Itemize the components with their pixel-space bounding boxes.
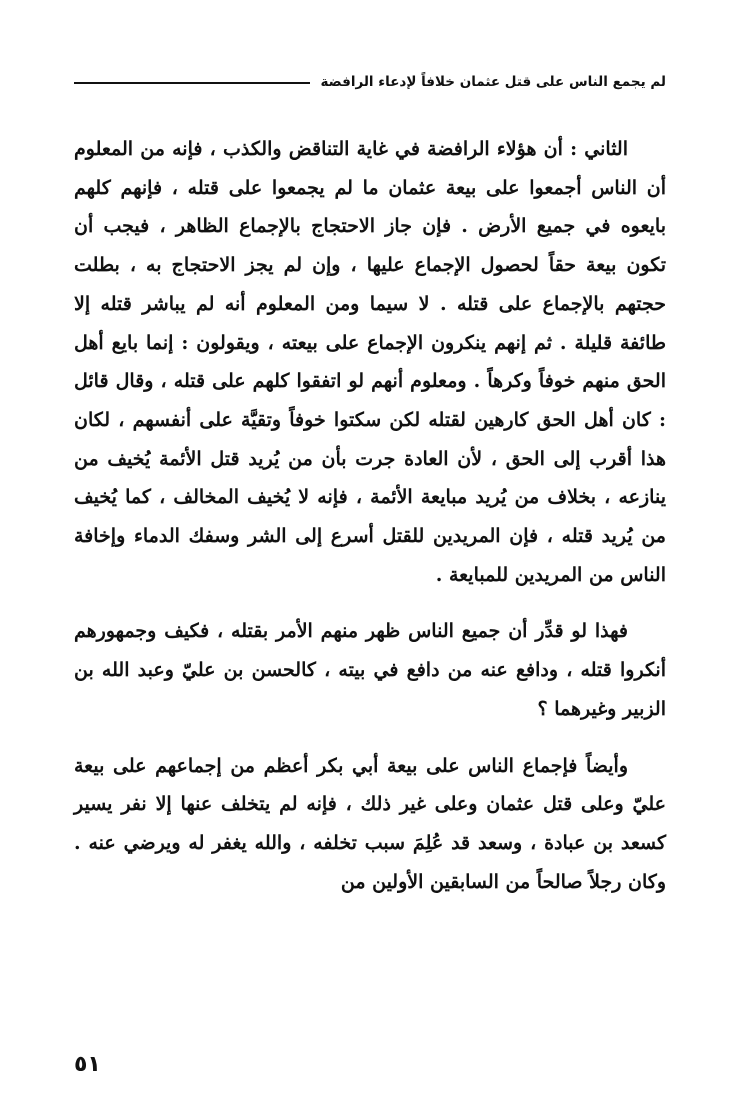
paragraph: وأيضاً فإجماع الناس على بيعة أبي بكر أعظم من إجماعهم على بيعة عليّ وعلى قتل عثمان وعلى غير ذلك ، فإنه لم يتخلف عنها إلا نفر يسير كسعد بن عبادة ، وسعد قد عُلِمَ سبب تخلفه ، والله يغفر له ويرضي عنه . وكان رجلاً صالحاً من السابقين الأولين من xyxy=(74,754,666,893)
header-rule xyxy=(74,82,310,84)
page-number: ٥١ xyxy=(74,1052,101,1077)
running-title: لم يجمع الناس على قتل عثمان خلافاً لإدعاء الرافضة xyxy=(320,74,666,90)
paragraph: الثاني : أن هؤلاء الرافضة في غاية التناقض والكذب ، فإنه من المعلوم أن الناس أجمعوا على بيعة عثمان ما لم يجمعوا على قتله ، فإنهم كلهم بايعوه في جميع الأرض . فإن جاز الاحتجاج بالإجماع الظاهر ، فيجب أن تكون بيعة حقاً لحصول الإجماع عليها ، وإن لم يجز الاحتجاج به ، بطلت حجتهم بالإجماع على قتله . لا سيما ومن المعلوم أنه لم يباشر قتله إلا طائفة قليلة . ثم إنهم ينكرون الإجماع على بيعته ، ويقولون : إنما بايع أهل الحق منهم خوفاً وكرهاً . ومعلوم أنهم لو اتفقوا كلهم على قتله ، وقال قائل : كان أهل الحق كارهين لقتله لكن سكتوا خوفاً وتقيَّة على أنفسهم ، لكان هذا أقرب إلى الحق ، لأن العادة جرت بأن من يُريد قتل الأئمة يُخيف من ينازعه ، بخلاف من يُريد مبايعة الأئمة ، فإنه لا يُخيف المخالف ، كما يُخيف من يُريد قتله ، فإن المريدين للقتل أسرع إلى الشر وسفك الدماء وإخافة الناس من المريدين للمبايعة . xyxy=(74,138,666,586)
body-text xyxy=(74,130,666,901)
paragraph: فهذا لو قدِّر أن جميع الناس ظهر منهم الأمر بقتله ، فكيف وجمهورهم أنكروا قتله ، ودافع عنه من دافع في بيته ، كالحسن بن عليّ وعبد الله بن الزبير وغيرهما ؟ xyxy=(74,620,666,720)
running-header xyxy=(74,70,666,94)
